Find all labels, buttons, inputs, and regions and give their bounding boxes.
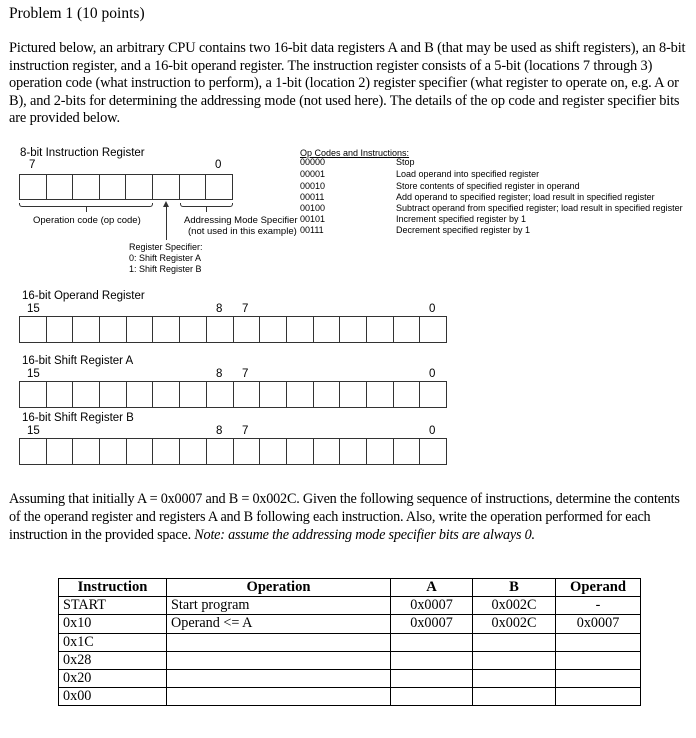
register-bit-cell: [73, 439, 100, 464]
intro-paragraph: Pictured below, an arbitrary CPU contains two 16-bit data registers A and B (that may be used as shift registers), an 8-bit instruction register, and a 16-bit operand register. The instruction register consists of a 5-bit (locations 7 through 3) operation code (what instruction to perform), a 1-bit (location 2) register specifier (what register to operate on, e.g. A or B), and 2-bits for determining the addressing mode (not used here). The details of the op code and register specifier bits are provided below.: [9, 40, 686, 127]
cell-operand[interactable]: [556, 688, 641, 706]
instr-bit-cell: [206, 175, 233, 199]
question-note: Note: assume the addressing mode specifier bits are always 0.: [194, 526, 535, 543]
cell-b[interactable]: [473, 669, 556, 687]
instruction-bit-7: 7: [29, 159, 36, 171]
cell-b[interactable]: [473, 633, 556, 651]
cell-a[interactable]: 0x0007: [391, 615, 473, 633]
header-a: A: [391, 579, 473, 597]
opcode-code: 00010: [300, 181, 326, 191]
opcode-desc: Subtract operand from specified register; load result in specified register: [396, 203, 683, 213]
register-bit-cell: [100, 439, 127, 464]
cell-instruction: 0x00: [59, 688, 167, 706]
cell-a[interactable]: [391, 651, 473, 669]
register-bit-cell: [420, 382, 447, 407]
opcode-code: 00001: [300, 169, 326, 179]
bit-7-label: 7: [242, 303, 249, 315]
register-bit-cell: [394, 439, 421, 464]
problem-title: Problem 1 (10 points): [9, 5, 145, 22]
header-b: B: [473, 579, 556, 597]
cell-operand[interactable]: -: [556, 597, 641, 615]
register-specifier-title: Register Specifier:: [129, 242, 203, 252]
shift-register-a-label: 16-bit Shift Register A: [22, 355, 134, 367]
shift-register-b-cells: [19, 438, 447, 465]
register-bit-cell: [314, 382, 341, 407]
register-bit-cell: [260, 317, 287, 342]
register-bit-cell: [207, 382, 234, 407]
register-bit-cell: [207, 439, 234, 464]
register-bit-cell: [367, 317, 394, 342]
register-bit-cell: [340, 382, 367, 407]
opcode-code: 00000: [300, 157, 326, 167]
opcode-label: Operation code (op code): [33, 215, 141, 226]
register-bit-cell: [394, 317, 421, 342]
register-bit-cell: [100, 382, 127, 407]
register-bit-cell: [127, 439, 154, 464]
register-bit-cell: [73, 382, 100, 407]
register-specifier-arrow-line: [166, 204, 167, 240]
cell-operation[interactable]: [167, 688, 391, 706]
register-bit-cell: [340, 317, 367, 342]
opcodes-header: Op Codes and Instructions:: [300, 148, 410, 158]
table-row: [59, 688, 641, 706]
register-specifier-1: 1: Shift Register B: [129, 264, 202, 274]
opcode-code: 00100: [300, 203, 326, 213]
instr-bit-cell: [153, 175, 180, 199]
cell-b[interactable]: [473, 688, 556, 706]
cell-operation[interactable]: [167, 651, 391, 669]
cell-instruction: 0x28: [59, 651, 167, 669]
bit-15-label: 15: [27, 368, 40, 380]
bit-8-label: 8: [216, 303, 223, 315]
register-bit-cell: [153, 382, 180, 407]
opcode-desc: Load operand into specified register: [396, 169, 540, 179]
cell-b[interactable]: 0x002C: [473, 615, 556, 633]
question-text: Assuming that initially A = 0x0007 and B = 0x002C. Given the following sequence of instructions, determine the contents of the operand register and registers A and B following each instruction. Also, write the operation performed for each instruction in the provided space.: [9, 491, 680, 543]
register-bit-cell: [73, 317, 100, 342]
opcode-code: 00101: [300, 214, 326, 224]
bit-15-label: 15: [27, 303, 40, 315]
register-bit-cell: [100, 317, 127, 342]
instruction-bit-0: 0: [215, 159, 222, 171]
register-bit-cell: [47, 317, 74, 342]
register-bit-cell: [180, 382, 207, 407]
instruction-register-cells: [19, 174, 233, 200]
register-specifier-0: 0: Shift Register A: [129, 253, 202, 263]
answer-table: [58, 578, 641, 706]
opcode-desc: Increment specified register by 1: [396, 214, 527, 224]
register-bit-cell: [420, 439, 447, 464]
table-row: [59, 597, 641, 615]
shift-register-b-label: 16-bit Shift Register B: [22, 412, 134, 424]
operand-register-label: 16-bit Operand Register: [22, 290, 145, 302]
arrow-up-icon: [163, 201, 169, 207]
opcode-desc: Decrement specified register by 1: [396, 225, 531, 235]
instr-bit-cell: [180, 175, 207, 199]
register-bit-cell: [180, 317, 207, 342]
register-bit-cell: [394, 382, 421, 407]
question-paragraph: [9, 491, 693, 544]
cell-operand[interactable]: [556, 669, 641, 687]
opcode-desc: Store contents of specified register in operand: [396, 181, 580, 191]
register-bit-cell: [207, 317, 234, 342]
opcode-code: 00011: [300, 192, 325, 202]
instr-bit-cell: [100, 175, 127, 199]
bit-8-label: 8: [216, 368, 223, 380]
register-bit-cell: [127, 317, 154, 342]
register-bit-cell: [20, 439, 47, 464]
instruction-register-label: 8-bit Instruction Register: [20, 147, 145, 159]
shift-register-a-cells: [19, 381, 447, 408]
cell-operation[interactable]: [167, 669, 391, 687]
table-row: [59, 615, 641, 633]
register-bit-cell: [234, 382, 261, 407]
register-bit-cell: [20, 382, 47, 407]
register-bit-cell: [234, 439, 261, 464]
register-bit-cell: [314, 317, 341, 342]
addressing-bracket-tick: [206, 207, 207, 212]
addressing-label-2: (not used in this example): [188, 226, 297, 237]
cell-instruction: 0x20: [59, 669, 167, 687]
cell-operation[interactable]: [167, 633, 391, 651]
cell-b[interactable]: [473, 651, 556, 669]
register-bit-cell: [153, 317, 180, 342]
register-bit-cell: [20, 317, 47, 342]
opcode-bracket-tick: [86, 207, 87, 212]
header-instruction: Instruction: [59, 579, 167, 597]
cell-operand[interactable]: 0x0007: [556, 615, 641, 633]
cell-b[interactable]: 0x002C: [473, 597, 556, 615]
instr-bit-cell: [73, 175, 100, 199]
header-operation: Operation: [167, 579, 391, 597]
table-row: [59, 633, 641, 651]
opcode-code: 00111: [300, 225, 324, 235]
register-bit-cell: [153, 439, 180, 464]
register-bit-cell: [234, 317, 261, 342]
cell-a[interactable]: [391, 669, 473, 687]
cell-instruction: START: [59, 597, 167, 615]
table-header-row: [59, 579, 641, 597]
bit-0-label: 0: [429, 368, 436, 380]
register-bit-cell: [287, 382, 314, 407]
instr-bit-cell: [47, 175, 74, 199]
register-bit-cell: [340, 439, 367, 464]
cell-instruction: 0x10: [59, 615, 167, 633]
cell-instruction: 0x1C: [59, 633, 167, 651]
bit-0-label: 0: [429, 425, 436, 437]
cell-a[interactable]: [391, 633, 473, 651]
addressing-label-1: Addressing Mode Specifier: [184, 215, 298, 226]
register-bit-cell: [287, 317, 314, 342]
bit-15-label: 15: [27, 425, 40, 437]
cell-operation[interactable]: Operand <= A: [167, 615, 391, 633]
register-bit-cell: [367, 382, 394, 407]
bit-7-label: 7: [242, 368, 249, 380]
cell-a[interactable]: [391, 688, 473, 706]
cell-operand[interactable]: [556, 633, 641, 651]
table-row: [59, 669, 641, 687]
cell-a[interactable]: 0x0007: [391, 597, 473, 615]
register-bit-cell: [260, 382, 287, 407]
cell-operand[interactable]: [556, 651, 641, 669]
instr-bit-cell: [126, 175, 153, 199]
opcode-desc: Add operand to specified register; load result in specified register: [396, 192, 655, 202]
register-bit-cell: [314, 439, 341, 464]
bit-0-label: 0: [429, 303, 436, 315]
header-operand: Operand: [556, 579, 641, 597]
register-bit-cell: [127, 382, 154, 407]
register-bit-cell: [180, 439, 207, 464]
register-bit-cell: [287, 439, 314, 464]
register-bit-cell: [260, 439, 287, 464]
bit-8-label: 8: [216, 425, 223, 437]
operand-register-cells: [19, 316, 447, 343]
bit-7-label: 7: [242, 425, 249, 437]
table-row: [59, 651, 641, 669]
cell-operation[interactable]: Start program: [167, 597, 391, 615]
register-bit-cell: [420, 317, 447, 342]
register-bit-cell: [47, 439, 74, 464]
register-bit-cell: [367, 439, 394, 464]
opcode-desc: Stop: [396, 157, 415, 167]
instr-bit-cell: [20, 175, 47, 199]
register-bit-cell: [47, 382, 74, 407]
